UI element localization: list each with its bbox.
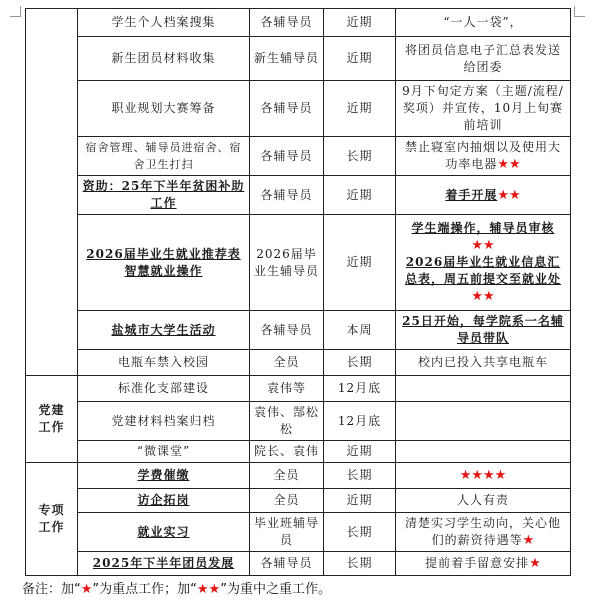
time-cell: 12月底	[324, 402, 396, 441]
time-cell: 近期	[324, 215, 396, 311]
time-cell: 长期	[324, 137, 396, 176]
task-cell: 职业规划大赛筹备	[78, 81, 250, 137]
owner-cell: 2026届毕业生辅导员	[250, 215, 324, 311]
priority-stars-icon: ★★	[497, 157, 521, 172]
note-cell: “一人一袋”，	[396, 9, 571, 37]
table-row	[26, 9, 571, 37]
owner-cell: 全员	[250, 489, 324, 513]
table-row	[26, 81, 571, 137]
task-cell: 新生团员材料收集	[78, 37, 250, 81]
owner-cell: 毕业班辅导员	[250, 513, 324, 552]
section-label-special: 专项 工作	[26, 463, 78, 576]
note-text: 着手开展	[445, 187, 498, 202]
task-cell: 资助：25年下半年贫困补助工作	[78, 176, 250, 215]
priority-stars-icon: ★★	[471, 238, 495, 253]
note-text: 禁止寝室内抽烟以及使用大功率电器	[404, 140, 561, 171]
table-row	[26, 441, 571, 463]
note-cell	[396, 402, 571, 441]
table-row	[26, 176, 571, 215]
table-row	[26, 513, 571, 552]
time-cell: 本周	[324, 311, 396, 350]
owner-cell: 袁伟等	[250, 376, 324, 402]
note-cell	[396, 215, 571, 311]
note-text: 提前着手留意安排	[425, 556, 530, 570]
note-cell: 25日开始，每学院系一名辅导员带队	[396, 311, 571, 350]
star-icon: ★	[80, 582, 93, 597]
task-cell: 2026届毕业生就业推荐表智慧就业操作	[78, 215, 250, 311]
owner-cell: 全员	[250, 350, 324, 376]
owner-cell: 各辅导员	[250, 137, 324, 176]
time-cell: 长期	[324, 350, 396, 376]
time-cell: 近期	[324, 441, 396, 463]
time-cell: 长期	[324, 463, 396, 489]
task-cell: 盐城市大学生活动	[78, 311, 250, 350]
table-row	[26, 350, 571, 376]
priority-stars-icon: ★	[529, 556, 541, 571]
crop-mark-top-left	[10, 6, 21, 17]
owner-cell: 新生辅导员	[250, 37, 324, 81]
table-row	[26, 215, 571, 311]
work-plan-table	[25, 8, 571, 576]
task-cell: 2025年下半年团员发展	[78, 552, 250, 576]
note-cell	[396, 176, 571, 215]
task-cell: 党建材料档案归档	[78, 402, 250, 441]
table-row	[26, 402, 571, 441]
table-row	[26, 552, 571, 576]
time-cell: 近期	[324, 81, 396, 137]
owner-cell: 各辅导员	[250, 9, 324, 37]
task-cell: 宿舍管理、辅导员进宿舍、宿舍卫生打扫	[78, 137, 250, 176]
task-cell: “微课堂”	[78, 441, 250, 463]
crop-mark-top-right	[574, 6, 585, 17]
priority-stars-icon: ★★	[471, 289, 495, 304]
owner-cell: 全员	[250, 463, 324, 489]
note-cell	[396, 552, 571, 576]
table-row	[26, 376, 571, 402]
note-cell: 人人有责	[396, 489, 571, 513]
task-cell: 学生个人档案搜集	[78, 9, 250, 37]
table-row	[26, 489, 571, 513]
task-cell: 访企拓岗	[78, 489, 250, 513]
note-cell	[396, 376, 571, 402]
priority-stars-icon: ★	[522, 533, 535, 548]
priority-stars-icon: ★★	[497, 187, 521, 203]
section-cell-empty	[26, 9, 78, 376]
section-label-party: 党建 工作	[26, 376, 78, 463]
task-cell: 电瓶车禁入校园	[78, 350, 250, 376]
note-cell	[396, 441, 571, 463]
note-cell: 将团员信息电子汇总表发送给团委	[396, 37, 571, 81]
owner-cell: 各辅导员	[250, 81, 324, 137]
owner-cell: 各辅导员	[250, 311, 324, 350]
note-cell	[396, 463, 571, 489]
note-text: 学生端操作，辅导员审核	[411, 221, 555, 235]
note-cell: 校内已投入共享电瓶车	[396, 350, 571, 376]
time-cell: 近期	[324, 9, 396, 37]
table-row	[26, 137, 571, 176]
footer-note: 备注：加“★”为重点工作；加“★★”为重中之重工作。	[22, 582, 331, 597]
owner-cell: 各辅导员	[250, 176, 324, 215]
time-cell: 近期	[324, 37, 396, 81]
time-cell: 长期	[324, 552, 396, 576]
time-cell: 近期	[324, 176, 396, 215]
note-text: 清楚实习学生动向，关心他们的薪资待遇等	[404, 516, 561, 547]
note-text-2: 2026届毕业生就业信息汇总表，周五前提交至就业处	[404, 255, 561, 286]
time-cell: 长期	[324, 513, 396, 552]
table-row	[26, 463, 571, 489]
table-row	[26, 37, 571, 81]
task-cell: 学费催缴	[78, 463, 250, 489]
owner-cell: 各辅导员	[250, 552, 324, 576]
task-cell: 就业实习	[78, 513, 250, 552]
owner-cell: 院长、袁伟	[250, 441, 324, 463]
time-cell: 近期	[324, 489, 396, 513]
note-cell: 9月下旬定方案（主题/流程/奖项）并宣传，10月上旬赛前培训	[396, 81, 571, 137]
double-star-icon: ★★	[196, 582, 221, 597]
task-cell: 标准化支部建设	[78, 376, 250, 402]
priority-stars-icon: ★★★★	[459, 468, 507, 483]
owner-cell: 袁伟、郜松松	[250, 402, 324, 441]
note-cell	[396, 513, 571, 552]
table-row	[26, 311, 571, 350]
time-cell: 12月底	[324, 376, 396, 402]
note-cell	[396, 137, 571, 176]
